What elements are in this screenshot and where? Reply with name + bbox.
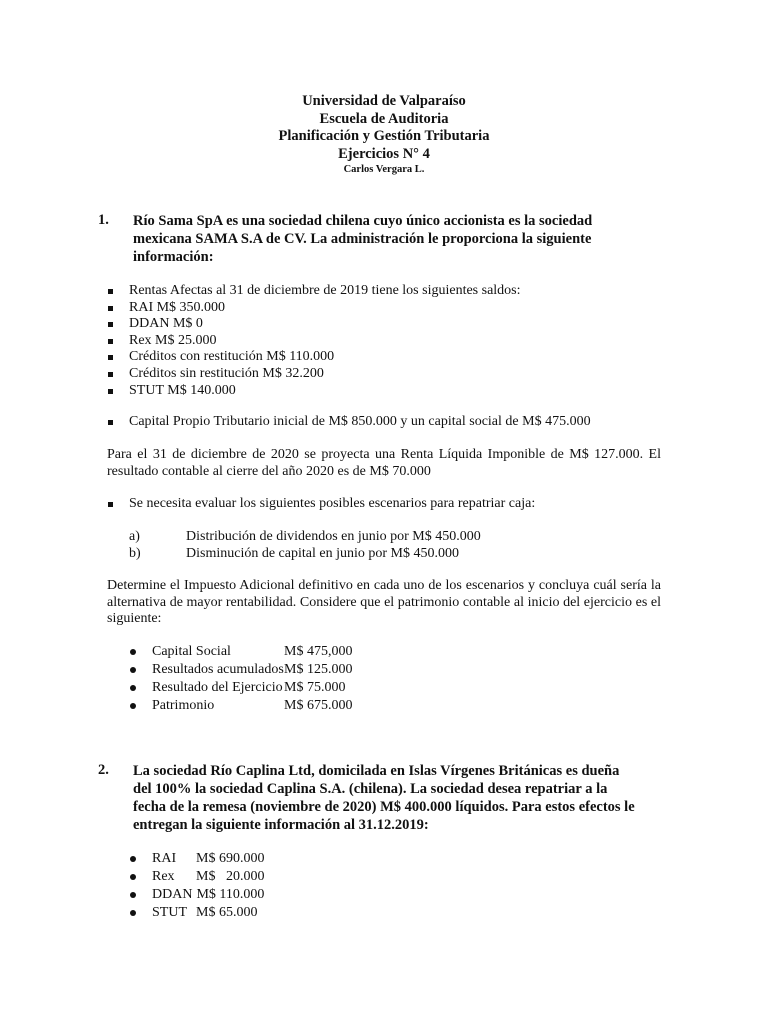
list-item: RAI M$ 350.000	[107, 300, 521, 317]
option-text: Disminución de capital en junio por M$ 450.000	[186, 546, 459, 561]
list-item	[129, 697, 352, 715]
equity-name: Patrimonio	[152, 698, 215, 713]
list-item	[129, 661, 352, 679]
scenario-option-b	[129, 545, 481, 562]
paragraph-line: Determine el Impuesto Adicional definitivo en cada uno de los escenarios y concluya cuál sería la	[107, 578, 661, 593]
equity-value: M$ 675.000	[284, 698, 353, 713]
balances-list	[107, 283, 521, 399]
item-value: M$ 110.000	[196, 887, 265, 902]
item-value: M$ 20.000	[196, 869, 265, 884]
course-name: Planificación y Gestión Tributaria	[278, 128, 490, 144]
list-item: Rentas Afectas al 31 de diciembre de 2019 tiene los siguientes saldos:	[107, 283, 521, 300]
question-2-number: 2.	[98, 762, 109, 778]
item-name: Rex	[152, 869, 175, 884]
question-1-number: 1.	[98, 212, 109, 228]
list-item: Créditos sin restitución M$ 32.200	[107, 366, 521, 383]
equity-name: Resultado del Ejercicio	[152, 680, 283, 695]
equity-value: M$ 75.000	[284, 680, 346, 695]
question-1-line: información:	[133, 249, 214, 265]
question-2-line: La sociedad Río Caplina Ltd, domicilada en Islas Vírgenes Británicas es dueña	[133, 763, 620, 779]
equity-list	[129, 643, 352, 715]
list-item: Se necesita evaluar los siguientes posibles escenarios para repatriar caja:	[107, 496, 535, 513]
scenario-option-a	[129, 528, 481, 545]
equity-name: Resultados acumulados	[152, 662, 284, 677]
determine-paragraph	[107, 578, 661, 628]
author-name: Carlos Vergara L.	[343, 164, 425, 175]
school-name: Escuela de Auditoria	[319, 110, 449, 127]
question-2-line: fecha de la remesa (noviembre de 2020) M$ 400.000 líquidos. Para estos efectos le	[133, 799, 635, 815]
question-1-line: Río Sama SpA es una sociedad chilena cuyo único accionista es la sociedad	[133, 213, 593, 229]
question-1-line: mexicana SAMA S.A de CV. La administración le proporciona la siguiente	[133, 231, 592, 247]
q2-items-list	[129, 850, 264, 922]
option-text: Distribución de dividendos en junio por M$ 450.000	[186, 529, 481, 544]
equity-name: Capital Social	[152, 644, 231, 659]
paragraph-line: resultado contable al cierre del año 2020 es de M$ 70.000	[107, 463, 431, 479]
list-item	[129, 886, 264, 904]
university-name: Universidad de Valparaíso	[302, 93, 466, 109]
exercise-title: Ejercicios N° 4	[338, 145, 430, 162]
list-item	[129, 679, 352, 697]
list-item	[129, 904, 264, 922]
document-header	[0, 93, 768, 177]
item-value: M$ 690.000	[196, 851, 265, 866]
list-item	[129, 850, 264, 868]
equity-value: M$ 475,000	[284, 644, 353, 659]
paragraph-line: siguiente:	[107, 611, 162, 627]
question-2-line: entregan la siguiente información al 31.12.2019:	[133, 817, 429, 833]
list-item: Capital Propio Tributario inicial de M$ 850.000 y un capital social de M$ 475.000	[107, 414, 591, 431]
list-item: DDAN M$ 0	[107, 316, 521, 333]
question-2-statement	[133, 762, 653, 834]
item-name: RAI	[152, 851, 177, 866]
equity-value: M$ 125.000	[284, 662, 353, 677]
question-2-line: del 100% la sociedad Caplina S.A. (chilena). La sociedad desea repatriar a la	[133, 781, 608, 797]
scenario-options	[129, 528, 481, 562]
list-item: Rex M$ 25.000	[107, 333, 521, 350]
capital-list	[107, 414, 591, 431]
item-name: DDAN	[152, 887, 193, 902]
scenarios-list	[107, 496, 535, 513]
item-name: STUT	[152, 905, 187, 920]
question-1-statement	[133, 212, 653, 266]
paragraph-line: Para el 31 de diciembre de 2020 se proyecta una Renta Líquida Imponible de M$ 127.000. El	[107, 447, 661, 462]
list-item	[129, 868, 264, 886]
option-label: b)	[129, 546, 141, 561]
projection-paragraph	[107, 447, 661, 480]
list-item: STUT M$ 140.000	[107, 383, 521, 400]
list-item: Créditos con restitución M$ 110.000	[107, 349, 521, 366]
item-value: M$ 65.000	[196, 905, 258, 920]
paragraph-line: alternativa de mayor rentabilidad. Considere que el patrimonio contable al inicio del ejercicio es el	[107, 594, 661, 610]
option-label: a)	[129, 529, 140, 544]
list-item	[129, 643, 352, 661]
